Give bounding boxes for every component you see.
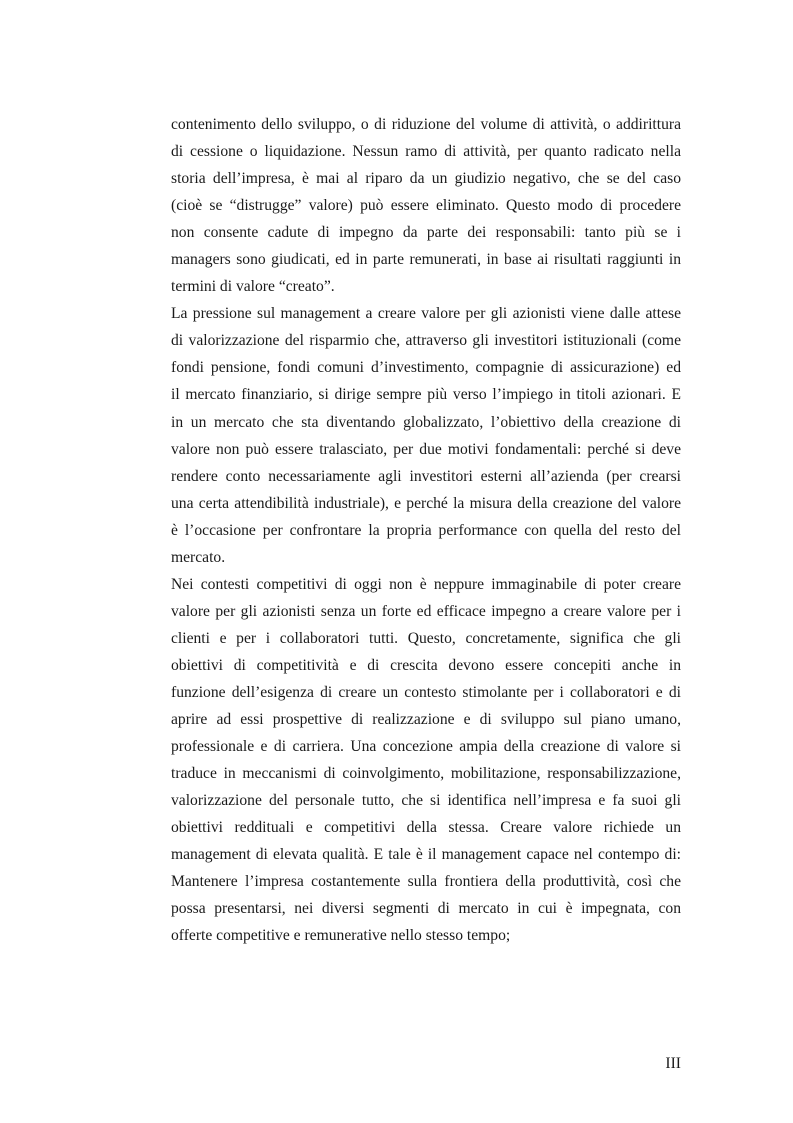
paragraph (171, 868, 681, 949)
page-number: III (665, 1055, 681, 1072)
text-line: una certa attendibilità industriale), e perché la misura della creazione del valore (171, 494, 681, 512)
paragraph (171, 111, 681, 300)
text-line: rendere conto necessariamente agli investitori esterni all’azienda (per crearsi (171, 467, 681, 485)
body-text (171, 111, 681, 949)
text-line: non consente cadute di impegno da parte dei responsabili: tanto più se i (171, 224, 681, 242)
text-line: fondi pensione, fondi comuni d’investimento, compagnie di assicurazione) ed (171, 359, 681, 377)
text-line: di valorizzazione del risparmio che, attraverso gli investitori istituzionali (come (171, 332, 681, 350)
text-line: offerte competitive e remunerative nello stesso tempo; (171, 927, 511, 945)
text-line: in un mercato che sta diventando globalizzato, l’obiettivo della creazione di (171, 413, 681, 431)
text-line: di cessione o liquidazione. Nessun ramo di attività, per quanto radicato nella (171, 143, 681, 161)
text-line: traduce in meccanismi di coinvolgimento, mobilitazione, responsabilizzazione, (171, 765, 681, 783)
text-line: Mantenere l’impresa costantemente sulla frontiera della produttività, così che (171, 873, 681, 891)
paragraph (171, 571, 681, 869)
text-line: Nei contesti competitivi di oggi non è neppure immaginabile di poter creare (171, 575, 681, 593)
text-line: il mercato finanziario, si dirige sempre più verso l’impiego in titoli azionari. E (171, 386, 681, 404)
text-line: obiettivi reddituali e competitivi della stessa. Creare valore richiede un (171, 819, 681, 837)
text-line: management di elevata qualità. E tale è il management capace nel contempo di: (171, 846, 681, 864)
text-line: mercato. (171, 548, 226, 566)
text-line: è l’occasione per confrontare la propria performance con quella del resto del (171, 521, 681, 539)
text-line: funzione dell’esigenza di creare un contesto stimolante per i collaboratori e di (171, 683, 681, 701)
text-line: valore per gli azionisti senza un forte ed efficace impegno a creare valore per i (171, 602, 681, 620)
text-line: aprire ad essi prospettive di realizzazione e di sviluppo sul piano umano, (171, 711, 681, 729)
text-line: clienti e per i collaboratori tutti. Questo, concretamente, significa che gli (171, 629, 681, 647)
paragraph (171, 300, 681, 570)
text-line: storia dell’impresa, è mai al riparo da un giudizio negativo, che se del caso (171, 170, 681, 188)
text-line: (cioè se “distrugge” valore) può essere eliminato. Questo modo di procedere (171, 197, 681, 215)
text-line: contenimento dello sviluppo, o di riduzione del volume di attività, o addirittura (171, 116, 681, 133)
text-line: valore non può essere tralasciato, per due motivi fondamentali: perché si deve (171, 440, 681, 458)
text-line: obiettivi di competitività e di crescita devono essere concepiti anche in (171, 656, 681, 674)
text-line: managers sono giudicati, ed in parte remunerati, in base ai risultati raggiunti in (171, 251, 681, 269)
text-line: termini di valore “creato”. (171, 278, 335, 296)
text-line: La pressione sul management a creare valore per gli azionisti viene dalle attese (171, 305, 681, 323)
text-line: valorizzazione del personale tutto, che si identifica nell’impresa e fa suoi gli (171, 792, 681, 810)
text-line: possa presentarsi, nei diversi segmenti di mercato in cui è impegnata, con (171, 900, 681, 918)
text-line: professionale e di carriera. Una concezione ampia della creazione di valore si (171, 738, 681, 756)
